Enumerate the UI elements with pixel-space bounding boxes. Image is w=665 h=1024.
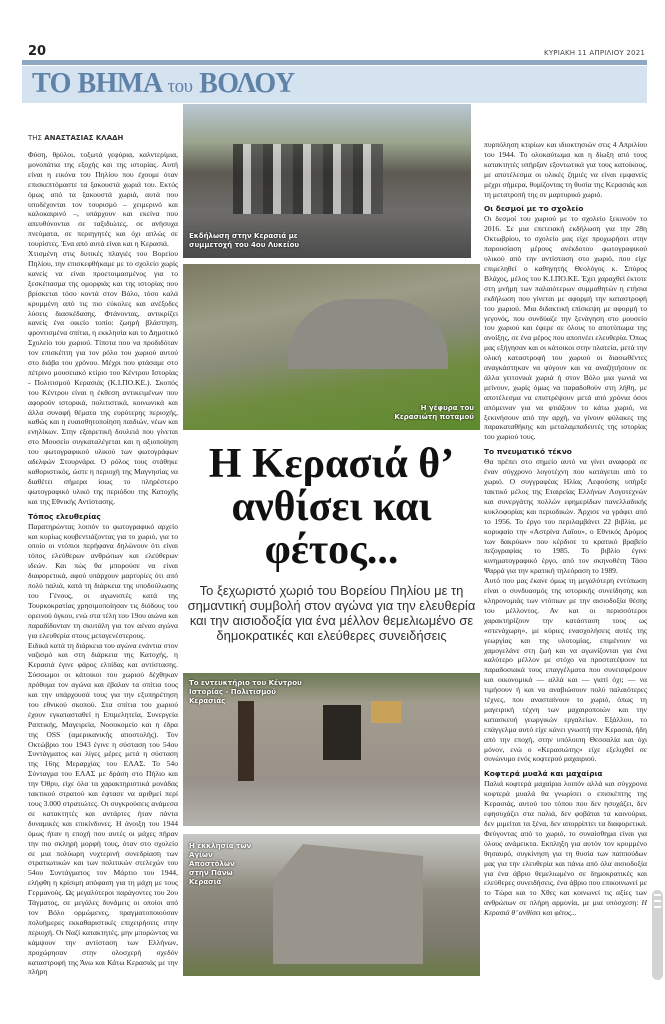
headline: Η Κερασιά θ’ ανθίσει και φέτος...: [208, 441, 455, 573]
paragraph: Αυτό που μας έκανε όμως τη μεγαλύτερη εντύπωση είναι ο συνδυασμός της ιστορικής συνείδησης και κληρονομιάς των ντόπιων με την αισιοδοξία θέσης του μέλλοντος. Αν και οι περισσότεροι χαρακτηρίζουν την κατάσταση τους ως «στενάχωρη», με κύριες ενασχολήσεις αυτές της γεωργίας και της υλοτομίας, επιμένουν να χαμογελάνε στη ζωή και να αγωνίζονται για ένα καλύτερο μέλλον με στόχο να προστατέψουν τα παραδοσιακά τους επαγγέλματα που συνεισφέρουν και οικονομικά — αλλά και — γιατί όχι; — να τιμήσουν ή και να αναβιώσουν πολύ παλαιότερες τέχνες, που ανασταίνουν το χωριό, όπως τη μαγειρική τέχνη των μαχαιροποιών και την κατασκευή γεωργικών εργαλείων. Εξάλλου, το επάγγελμα αυτό είχε κάνει γνωστή την Κερασιά, ήδη από την εποχή, στην υπόλοιπη Θεσσαλία και όχι μόνον, ενώ ο «Κερασιώτης» είχε εξελιχθεί σε συνώνυμο ενός κοφτερού μαχαιριού.: [484, 576, 647, 764]
photo-church: [183, 834, 480, 976]
section-heading: Τόπος ελευθερίας: [28, 511, 101, 521]
paragraph: Οι δεσμοί του χωριού με το σχολείο ξεκινούν το 2016. Σε μια επετειακή εκδήλωση για την 28η Οκτωβρίου, το σχολείο μας είχε προχωρήσει στην παρουσίαση μέρους ανέκδοτου φωτογραφικού υλικού από την αντίσταση στο χωριό, που είχε επιμεληθεί ο καθηγητής Θεολόγος κ. Σπύρος Βλάχος, μέλος του Κ.Ι.ΠΟ.ΚΕ. Έχει χαραχθεί έκτοτε στη μνήμη των παλαιότερων συμμαθητών η ετήσια εκδήλωση που γίνεται με αφορμή την καταστροφή του χωριού. Μια διδακτική επίσκεψη με αφορμή το γεγονός, που συνδύαζε την ξενάγηση στο μουσείο του χωριού και έφερε σε όλους το αποτύπωμα της ανοίξης, σε ένα μέρος που αποπνέει ελευθερία. Όπως μας εξήγησαν και οι κάτοικοι στην πλατεία, μετά την ολική καταστροφή του χωριού οι διασωθέντες αναγκάστηκαν να φύγουν και να αναζητήσουν σε άλλα γειτονικά χωριά ή στον Βόλο μια γωνιά να μείνουν, χωρίς όμως να παραδοθούν στη λήθη, με αποτέλεσμα να επιστρέψουν μετά από χρόνια όσοι απόμειναν για να φτιάξουν το κάτω χωριό, να ξεκινήσουν από την αρχή, να γίνουν φύλακες της παρακαταθήκης και μεταλαμπαδευτές της ιστορίας του χωριού τους.: [484, 214, 647, 442]
byline-author: ΑΝΑΣΤΑΣΙΑΣ ΚΛΑΔΗ: [44, 134, 124, 142]
paragraph: Χτισμένη στις δυτικές πλαγιές του Βορείου Πηλίου, την επισκεφθήκαμε με το σχολείο χωρίς κανείς να είναι προετοιμασμένος για το ξεσκέπασμα της ομορφιάς και της ιστορίας που βρίσκεται τόσο κοντά στον Βόλο, τόσο καλά κρυμμένη από τις πιο εύκολες και ανέξοδες λύσεις διασκέδασης. Φτάνοντας, αντικρίζει κανείς ένα οικείο τοπίο: ζωηρή βλάστηση, φροντισμένα σπίτια, η εκκλησία και το Δημοτικό Σχολείο του χωριού. Τίποτα που να προδιδόταν τον επισκέπτη για τον ρόλο του χωριού αυτού στο διάβα του χρόνου. Μέχρι που φτάσαμε στο πέτρινο μουσειακό κτίριο του Κέντρου Ιστορίας - Πολιτισμού Κερασιάς (Κ.Ι.ΠΟ.ΚΕ.). Σκοπός του Κέντρου είναι η έκθεση αντικειμένων που αφορούν ιστορικά, πολιτιστικά, κοινωνικά και άλλα συναφή θέματα της ευρύτερης περιοχής, καθώς και η ευαισθητοποίηση παιδιών, νέων και ενηλίκων. Στην εξαιρετική δουλειά που γίνεται στο Μουσείο συγκαταλέγεται και η αξιοποίηση του φωτογραφικού υλικού των φωτογράφων αδελφών Στουρνάρα. Ο ρόλος τους στάθηκε καθοριστικός, ώστε η περιοχή της Μαγνησίας να διαθέτει σήμερα ίσως το πληρέστερο φωτογραφικό υλικό της περιόδου της Κατοχής και της Εθνικής Αντίστασης.: [28, 249, 178, 506]
subheadline: Το ξεχωριστό χωριό του Βορείου Πηλίου με τη σημαντική συμβολή στον αγώνα για την ελευθερία και την αισιοδοξία για ένα μέλλον θεμελιωμένο σε δημοκρατικές και ελεύθερες συνειδήσεις: [187, 583, 476, 643]
article-column-left: [28, 134, 178, 977]
paragraph: Ειδικά κατά τη διάρκεια του αγώνα ενάντια στον ναζισμό και στη διάρκεια της Κατοχής, η Κερασιά έγινε φάρος ελπίδας και αντίστασης. Σύσσωμοι οι κάτοικοι του χωριού δέχθηκαν πρόθυμα τον αγώνα και έβαλαν τα σπίτια τους και την υπάρχουσά τους για την εξυπηρέτηση του εθνικού σκοπού. Στα σπίτια του χωριού έχουν εγκατασταθεί η Επιμελητεία, Συνεργεία Ραπτικής, Μαγειρεία, Νοσοκομείο και η έδρα της OSS (αμερικανικής αποστολής). Τον Οκτώβριο του 1943 έγινε η σύσταση του 54ου Συντάγματος και λίγες μέρες μετά η σύσταση της 16ης Μεραρχίας του ΕΛΑΣ. Το 54ο Σύνταγμα του ΕΛΑΣ με δράση στο Πήλιο και την Όθρυ, είχε όλα τα χαρακτηριστικά μονάδας τακτικού στρατού και έφτασε να αριθμεί περί τους 3.000 στρατιώτες. Οι συγκρούσεις ανάμεσα σε κατακτητές και αντάρτες ήταν πάντα δυναμικές και επικίνδυνες. Η άνοιξη του 1944 όμως ήταν η εποχή που αυτές οι μάχες πήραν την πιο σκληρή μορφή τους, όταν στο σχολείο σε μια πολύωρη νυχτερινή συνεδρίαση των στρατιωτικών και των πολιτικών στελεχών του 54ου Συντάγματος τον Μάρτιο του 1944, ελήφθη η κρίσιμη απόφαση για τη μάχη με τους Γερμανούς. Ως μεγαλύτεροι παράγοντες του 2ου Τάγματος, σε μεγάλες δυνάμεις οι οποίοι από τον Βόλο ορμώμενες, πραγματοποιούσαν πολυήμερες εκκαθαριστικές επιχειρήσεις στην περιοχή. Οι Ναζί κατακτητές, μην μπορώντας να κάμψουν την αντίσταση των Ελλήνων, προχώρησαν στην ολοσχερή σχεδόν καταστροφή της Άνω και Κάτω Κερασιάς με την πλήρη: [28, 640, 178, 977]
article-column-right: [484, 140, 647, 918]
byline-prefix: ΤΗΣ: [28, 134, 45, 142]
photo-museum: [183, 673, 480, 826]
photo-caption: Η εκκλησία των Αγίων Αποστόλων στην Πάνω Κερασιά: [189, 842, 252, 886]
photo-caption: Το εντευκτήριο του Κέντρου Ιστορίας - Πολιτισμού Κερασιάς: [189, 679, 302, 705]
closing-line: Η Κερασιά θ’ ανθίσει και φέτος...: [484, 898, 647, 918]
paragraph: Παρατηρώντας λοιπόν το φωτογραφικό αρχείο και κυρίως κουβεντιάζοντας για το χωριό, για το οποίο οι ντόπιοι περήφανα δηλώνουν ότι είναι τόπος ελεύθερων ανθρώπων και ελεύθερων ιδεών. Και πώς θα μπορούσε να είναι διαφορετικά, αφού υπάρχουν μαρτυρίες ότι από πολύ παλιά, κατά τη διάρκεια της υποδούλωσης του Γένους, οι αγωνιστές κατά της Τουρκοκρατίας χρησιμοποίησαν τις διόδους του ορεινού όγκου, ενώ στα τέλη του 19ου αιώνα και παραδίδονταν τη σκυτάλη για τον αέναο αγώνα για ελευθερία στους μεταγενέστερους.: [28, 521, 178, 640]
paragraph: Παλιά κοφτερά μαχαίρια λοιπόν αλλά και σύγχρονα κοφτερά μυαλά θα γνωρίσει ο επισκέπτης της Κερασιάς, αυτού του τόπου που δεν ησυχάζει, δεν εφησυχάζει στα παλιά, δεν φοβάται τα καινούρια, δεν μιμείται τα ξένα, δεν απορρίπτει τα διαφορετικά. Φεύγοντας από το χωριό, το συναίσθημα είναι για όλους ανάμεικτα. Εκπληξη για αυτόν τον κρυμμένο θησαυρό, συγκίνηση για τη θυσία των παππούδων μας για την ελευθερία και πάνω από όλα αισιοδοξία για ένα άβριο θεμελιωμένο σε δημοκρατικές και ελεύθερες συνειδήσεις, ένα άβριο που επικοινωνεί με το Τώρα και το Χθες και κοινωνεί τις αξίες των ανθρώπων σε πλήρη αρμονία, με μια υπόσχεση: Η Κερασιά θ’ ανθίσει και φέτος...: [484, 779, 647, 918]
scroll-handle[interactable]: [652, 890, 663, 980]
photo-bridge: [183, 264, 480, 430]
section-heading: Κοφτερά μυαλά και μαχαίρια: [484, 769, 603, 779]
page-number: 20: [28, 44, 47, 59]
photo-caption: Η γέφυρα του Κερασιώτη ποταμού: [394, 404, 474, 421]
paragraph: Θα πρέπει στο σημείο αυτό να γίνει αναφορά σε έναν σύγχρονο λογοτέχνη που κατάγεται από το χωριό. Ο συγγραφέας Ηλίας Λεφούσης υπήρξε τακτικό μέλος της Εταιρείας Ελλήνων Λογοτεχνών και συνεργάτης πολλών εφημερίδων πανελλαδικής κυκλοφορίας και περιοδικών. Άρχισε να γράφει από το 1956. Το έργο του περιλαμβάνει 22 βιβλία, με κορυφαίο την «Αστρίνα Λαΐου», ο Εθνικός Δρόμος των δακρύων» που κέρδισε το κρατικό βραβείο πεζογραφίας το 1985. Το βιβλίο έγινε κινηματογραφικό έργο, από τον σκηνοθέτη Τάσο Ψαρρά για την κρατική τηλεόραση το 1989.: [484, 457, 647, 576]
byline: [28, 134, 178, 142]
masthead-part: ΒΟΛΟΥ: [192, 68, 295, 99]
paragraph: πυρπόληση κτιρίων και ιδιοκτησιών στις 4 Απριλίου του 1944. Το ολοκαύτωμα και η δίωξη από τους κατακτητές υπήρξαν εξοντωτικά για τους κατοίκους, με αποτέλεσμα οι υλικές ζημιές να είναι εμφανείς μέχρι σήμερα, θυμίζοντας τη θυσία της Κερασιάς και τη μετατροπή της σε μαρτυρικό χωριό.: [484, 140, 647, 199]
masthead-title: [32, 68, 295, 100]
header-rule: [22, 60, 647, 65]
photo-event: [183, 104, 471, 258]
paragraph: Φύση, θρύλοι, τοξωτά γεφύρια, καλντερίμια, μονοπάτια της εξοχής και της ιστορίας. Αυτή είναι η εικόνα του Πηλίου που έχουμε όταν επισκεπτόμαστε τα ξακουστά χωριά του. Εκτός όμως από τα ξακουστά χωριά, αυτά που υποδέχονται τον τουρισμό – χειμερινό και καλοκαιρινό –, υπάρχουν και εκείνα που απευθύνονται σε ταξιδιώτες, σε ανήσυχα πνεύματα, σε περιηγητές και όχι απλώς σε τουρίστες. Ένα από αυτά είναι και η Κερασιά.: [28, 150, 178, 249]
section-heading: Οι δεσμοί με το σχολείο: [484, 204, 584, 214]
masthead: [22, 66, 647, 103]
masthead-part: ΤΟ ΒΗΜΑ: [32, 68, 168, 99]
issue-date: ΚΥΡΙΑΚΗ 11 ΑΠΡΙΛΙΟΥ 2021: [544, 49, 645, 57]
masthead-part: του: [167, 76, 193, 97]
section-heading: Το πνευματικό τέκνο: [484, 447, 572, 457]
photo-caption: Εκδήλωση στην Κερασιά με συμμετοχή του 4ου Λυκείου: [189, 232, 300, 249]
